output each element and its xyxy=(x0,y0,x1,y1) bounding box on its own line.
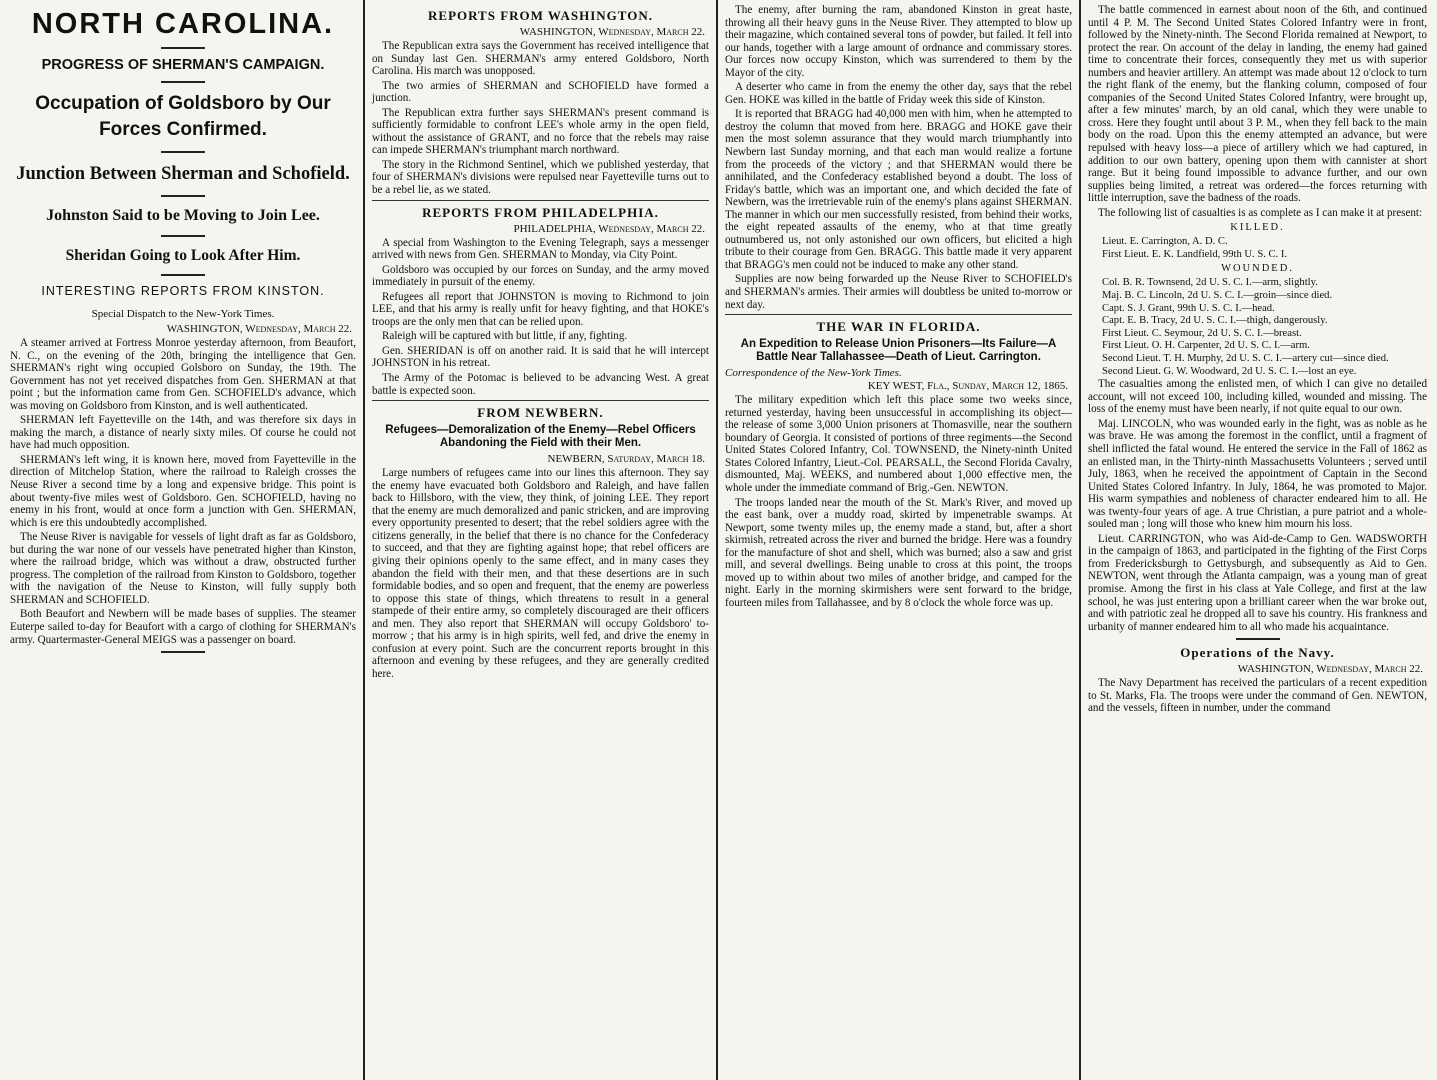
section-heading: THE WAR IN FLORIDA. xyxy=(816,319,981,335)
article-paragraph: The Army of the Potomac is believed to be advancing West. A great battle is expected soon. xyxy=(372,372,709,397)
article-paragraph: Lieut. CARRINGTON, who was Aid-de-Camp to Gen. WADSWORTH in the campaign of 1863, and participated in the fighting of the First Corps from Fredericksburgh to Gettysburgh, and subsequently as Aid to Gen. NEWTON, went through the Atlanta campaign, was a young man of great promise. Among the first in his class at Yale College, and first at the law school, he was just entering upon a brilliant career when the war broke out, and with patriotic zeal he dropped all to save his country. His frankness and urbanity of manner endeared him to all who made his acquaintance. xyxy=(1088,532,1427,633)
dispatch-credit: Special Dispatch to the New-York Times. xyxy=(91,308,275,320)
section-heading: Operations of the Navy. xyxy=(1180,645,1335,661)
casualty-entry: Maj. B. C. Lincoln, 2d U. S. C. I.—groin—since died. xyxy=(1102,290,1333,302)
column-3 xyxy=(719,4,1078,1076)
article-paragraph: The troops landed near the mouth of the St. Mark's River, and moved up the east bank, over a muddy road, skirted by impenetrable swamps. At Newport, some twenty miles up, the enemy made a stand, but, after a short skirmish, retreated across the river and burned the bridge. Here was a foundry for the manufacture of shot and shell, which was burned; also a saw and grist mill, and several dwellings. Being unable to cross at this point, the troops moved up to within about two miles of another bridge, and camped for the night. Early in the morning skirmishers were sent forward to the bridge, fourteen miles from Tallahassee, and by 8 o'clock the whole force was up. xyxy=(725,496,1072,609)
divider xyxy=(161,151,205,153)
divider xyxy=(725,314,1072,315)
article-paragraph: The Republican extra says the Government has received intelligence that on Sunday last Gen. SHERMAN's army entered Goldsboro, North Carolina. His march was unopposed. xyxy=(372,40,709,78)
casualty-entry: First Lieut. E. K. Landfield, 99th U. S. C. I. xyxy=(1102,248,1288,260)
headline: Johnston Said to be Moving to Join Lee. xyxy=(46,207,320,224)
headline: PROGRESS OF SHERMAN'S CAMPAIGN. xyxy=(41,57,325,73)
article-paragraph: SHERMAN's left wing, it is known here, moved from Fayetteville in the direction of Mitchelop Station, where the railroad to Raleigh crosses the Neuse River a second time by a long and expensive bridge. This point is about twenty-five miles west of Goldsboro. Gen. SCHOFIELD, having no enemy in his front, would at once form a junction with Gen. SHERMAN, which is ere this undoubtedly accomplished. xyxy=(10,453,356,529)
column-rule xyxy=(363,0,365,1080)
article-paragraph: Gen. SHERIDAN is off on another raid. It is said that he will intercept JOHNSTON in his retreat. xyxy=(372,344,709,370)
divider xyxy=(161,81,205,83)
section-heading: FROM NEWBERN. xyxy=(477,405,604,421)
casualty-entry: Second Lieut. T. H. Murphy, 2d U. S. C. I.—artery cut—since died. xyxy=(1102,353,1389,365)
article-paragraph: The military expedition which left this place some two weeks since, returned yesterday, having been unsuccessful in accomplishing its object—the release of some 3,000 Union prisoners at Thomasville, near the southern boundary of Georgia. It consisted of portions of three regiments—the Second United States Colored Infantry, Col. TOWNSEND, the Ninety-ninth United States Colored Infantry, Lieut.-Col. PEARSALL, the Second Florida Cavalry, dismounted, Maj. WEEKS, and numbered about 1,000 effective men, the whole under the immediate command of Brig.-Gen. NEWTON. xyxy=(725,394,1072,494)
article-paragraph: The story in the Richmond Sentinel, which we published yesterday, that four of SHERMAN's divisions were repulsed near Fayetteville turns out to be a rebel lie, as we stated. xyxy=(372,158,709,197)
dateline: NEWBERN, Saturday, March 18. xyxy=(547,453,705,466)
divider xyxy=(1236,638,1280,640)
column-2 xyxy=(366,4,715,1076)
article-paragraph: Large numbers of refugees came into our lines this afternoon. They say the enemy have evacuated both Goldsboro and Raleigh, and have fallen back to Hillsboro, with the view, they think, of joining LEE. They report that the enemy are much demoralized and panic stricken, and are improving every opportunity presented to desert; that the rebel soldiers agree with the citizens generally, in the belief that there is no chance for the Confederacy to succeed, and that they are fighting against hope; that rebel officers are giving their opinions openly to the same effect, and in many cases they abandon the field with their men, and that these desertions are in such formidable bodies, and so open and frequent, that the enemy are powerless to oppose this state of things, which threatens to result in a general stampede of their entire army, so completely discouraged are their officers and men. They also report that SHERMAN will occupy Goldsboro' to-morrow ; that his army is in high spirits, well fed, and drive the enemy in confusion at every point. Such are the concurrent reports brought in this afternoon and evening by these refugees, and they are generally credited here. xyxy=(372,467,709,680)
article-paragraph: Both Beaufort and Newbern will be made bases of supplies. The steamer Euterpe sailed to-day for Beaufort with a cargo of clothing for SHERMAN's army. Quartermaster-General MEIGS was a passenger on board. xyxy=(10,608,356,646)
article-paragraph: The casualties among the enlisted men, of which I can give no detailed account, will not exceed 100, including killed, wounded and missing. The loss of the enemy must have been nearly, if not quite equal to our own. xyxy=(1088,378,1427,416)
headline: INTERESTING REPORTS FROM KINSTON. xyxy=(41,284,325,298)
article-paragraph: The Republican extra further says SHERMAN's present command is sufficiently formidable to confront LEE's whole army in the open field, without the assistance of GRANT, and no force that the rebels may raise can impede SHERMAN's triumphant march northward. xyxy=(372,106,709,157)
divider xyxy=(161,274,205,276)
casualty-label: WOUNDED. xyxy=(1221,263,1294,275)
article-paragraph: A steamer arrived at Fortress Monroe yesterday afternoon, from Beaufort, N. C., on the evening of the 20th, bringing the intelligence that Gen. SHERMAN's right wing occupied Golsboro on Sunday, the 19th. The Government has not yet received dispatches from Gen. SHERMAN at that point ; but the information came from Gen. SCHOFIELD's advance, which was moving on Goldsboro from Kinston, and is well authenticated. xyxy=(10,337,356,412)
section-heading: REPORTS FROM PHILADELPHIA. xyxy=(422,204,659,220)
headline: Junction Between Sherman and Schofield. xyxy=(16,164,350,184)
casualty-entry: Col. B. R. Townsend, 2d U. S. C. I.—arm, slightly. xyxy=(1102,277,1318,289)
column-rule xyxy=(716,0,718,1080)
casualty-entry: First Lieut. C. Seymour, 2d U. S. C. I.—breast. xyxy=(1102,327,1302,339)
dateline: PHILADELPHIA, Wednesday, March 22. xyxy=(513,222,705,235)
section-heading: REPORTS FROM WASHINGTON. xyxy=(428,8,653,23)
article-paragraph: Refugees all report that JOHNSTON is moving to Richmond to join LEE, and that his army is really unfit for heavy fighting, and that HOKE's troops are the only men that can be relied upon. xyxy=(372,290,709,328)
subheading: Refugees—Demoralization of the Enemy—Rebel Officers Abandoning the Field with their Men. xyxy=(385,424,696,450)
divider xyxy=(161,235,205,237)
article-paragraph: The following list of casualties is as complete as I can make it at present: xyxy=(1098,206,1423,219)
article-paragraph: Maj. LINCOLN, who was wounded early in the fight, was as noble as he was brave. He was among the foremost in the conflict, until a fragment of shell inflicted the fatal wound. He entered the service in the Fall of 1862 as an enlisted man, in the Thirty-ninth Massachusetts Volunteers ; served until July, 1863, when he received the appointment of Captain in the Second United States Colored Infantry. In July, 1864, he was promoted to Major. His warm sympathies and nobleness of character endeared him to all. He was twenty-four years of age. A true Christian, a pure patriot and a whole-souled man ; long will those who knew him mourn his loss. xyxy=(1088,417,1427,531)
casualty-entry: Second Lieut. G. W. Woodward, 2d U. S. C. I.—lost an eye. xyxy=(1102,365,1357,377)
divider xyxy=(161,651,205,653)
article-paragraph: Supplies are now being forwarded up the Neuse River to SCHOFIELD's and SHERMAN's armies. Their armies will doubtless be united to-morrow or next day. xyxy=(725,273,1072,311)
subheading: An Expedition to Release Union Prisoners—Its Failure—A Battle Near Tallahassee—Death of Lieut. Carrington. xyxy=(740,338,1057,364)
casualty-entry: Capt. S. J. Grant, 99th U. S. C. I.—head. xyxy=(1102,302,1275,314)
dateline: KEY WEST, Fla., Sunday, March 12, 1865. xyxy=(867,380,1068,393)
divider xyxy=(161,195,205,197)
column-4 xyxy=(1082,4,1433,1076)
masthead: NORTH CAROLINA. xyxy=(31,8,335,40)
article-paragraph: The two armies of SHERMAN and SCHOFIELD have formed a junction. xyxy=(372,79,709,105)
dateline: WASHINGTON, Wednesday, March 22. xyxy=(519,26,705,38)
divider xyxy=(372,400,709,401)
article-paragraph: Raleigh will be captured with but little, if any, fighting. xyxy=(382,330,628,343)
article-paragraph: The battle commenced in earnest about noon of the 6th, and continued until 4 P. M. The Second United States Colored Infantry were in front, followed by the Ninety-ninth. The Second Florida remained at Newport, to protect the rear. On account of the delay in landing, the enemy had gained time to concentrate their forces, consequently they met us with superior numbers and heavier artillery. An attempt was made about 12 o'clock to turn the right flank of the enemy, but the flanking column, composed of four companies of the Second United States Colored Infantry, were brought up, after a few minutes' march, by an old canal, which they were unable to cross. Here they fought until about 3 P. M., when they fell back to the main body on the road. Upon this the enemy attempted an advance, but were repulsed with heavy loss—a piece of artillery which we had captured, in addition to our own battery, opening upon them with cannister at short range. But it being found impossible to advance further, and our own supplies being limited, a retreat was ordered—the forces returning with little interruption, save the badness of the roads. xyxy=(1088,4,1427,205)
article-paragraph: The Neuse River is navigable for vessels of light draft as far as Goldsboro, but during the war none of our vessels have penetrated higher than Kinston, where the railroad bridge, which was without a draw, obstructed further progress. The completion of the railroad from Kinston to Goldsboro, together with the navigation of the Neuse to Kinston, will fully supply both SHERMAN and SCHOFIELD. xyxy=(10,531,356,606)
article-paragraph: The enemy, after burning the ram, abandoned Kinston in great haste, throwing all their heavy guns in the Neuse River. They attempted to blow up their magazine, which contained several tons of powder, but failed. It fell into our hands, together with a large amount of ordnance and commissary stores. Our forces now occupy Kinston, which was surrendered to them by the Mayor of the city. xyxy=(725,4,1072,79)
article-paragraph: A special from Washington to the Evening Telegraph, says a messenger arrived with news from Gen. SHERMAN to Monday, via City Point. xyxy=(372,236,709,262)
article-paragraph: SHERMAN left Fayetteville on the 14th, and was therefore six days in making the march, a distance of nearly sixty miles. Of course he could not have had much opposition. xyxy=(10,414,356,452)
casualty-entry: Capt. E. B. Tracy, 2d U. S. C. I.—thigh, dangerously. xyxy=(1102,315,1328,327)
headline: Sheridan Going to Look After Him. xyxy=(65,247,301,264)
dateline: WASHINGTON, Wednesday, March 22. xyxy=(1237,663,1423,676)
column-rule xyxy=(1079,0,1081,1080)
divider xyxy=(372,200,709,201)
article-paragraph: Goldsboro was occupied by our forces on Sunday, and the army moved immediately in pursuit of the enemy. xyxy=(372,263,709,289)
headline: Occupation of Goldsboro by Our Forces Confirmed. xyxy=(35,93,331,140)
dateline: WASHINGTON, Wednesday, March 22. xyxy=(166,323,352,335)
article-paragraph: It is reported that BRAGG had 40,000 men with him, when he attempted to destroy the column that moved from here. BRAGG and HOKE gave their men the most solemn assurance that they would march triumphantly into Newbern last Sunday morning, and that each man would realize a fortune from the proceeds of the victory ; and that SHERMAN would there be annihilated, and the Confederacy established beyond a doubt. The loss of Friday's battle, which was an important one, and which decided the fate of Newbern, was the irretrievable ruin of the enemy's plans against SHERMAN. The manner in which our men successfully resisted, from behind their works, the eight repeated assaults of the enemy, who at that time greatly outnumbered us, not only astonished our own officers, but elicited a high tribute to their courage from Gen. BRAGG. This battle made it very apparent that BRAGG's men could not be induced to make any other stand. xyxy=(725,108,1072,271)
casualty-label: KILLED. xyxy=(1230,222,1285,234)
column-1 xyxy=(4,4,362,1076)
article-paragraph: A deserter who came in from the enemy the other day, says that the rebel Gen. HOKE was killed in the battle of Friday week this side of Kinston. xyxy=(725,81,1072,106)
casualty-entry: First Lieut. O. H. Carpenter, 2d U. S. C. I.—arm. xyxy=(1102,340,1310,352)
article-paragraph: The Navy Department has received the particulars of a recent expedition to St. Marks, Fla. The troops were under the command of Gen. NEWTON, and the vessels, fifteen in number, under the command xyxy=(1088,677,1427,715)
divider xyxy=(161,47,205,49)
casualty-entry: Lieut. E. Carrington, A. D. C. xyxy=(1102,236,1228,248)
correspondence-credit: Correspondence of the New-York Times. xyxy=(725,367,902,380)
